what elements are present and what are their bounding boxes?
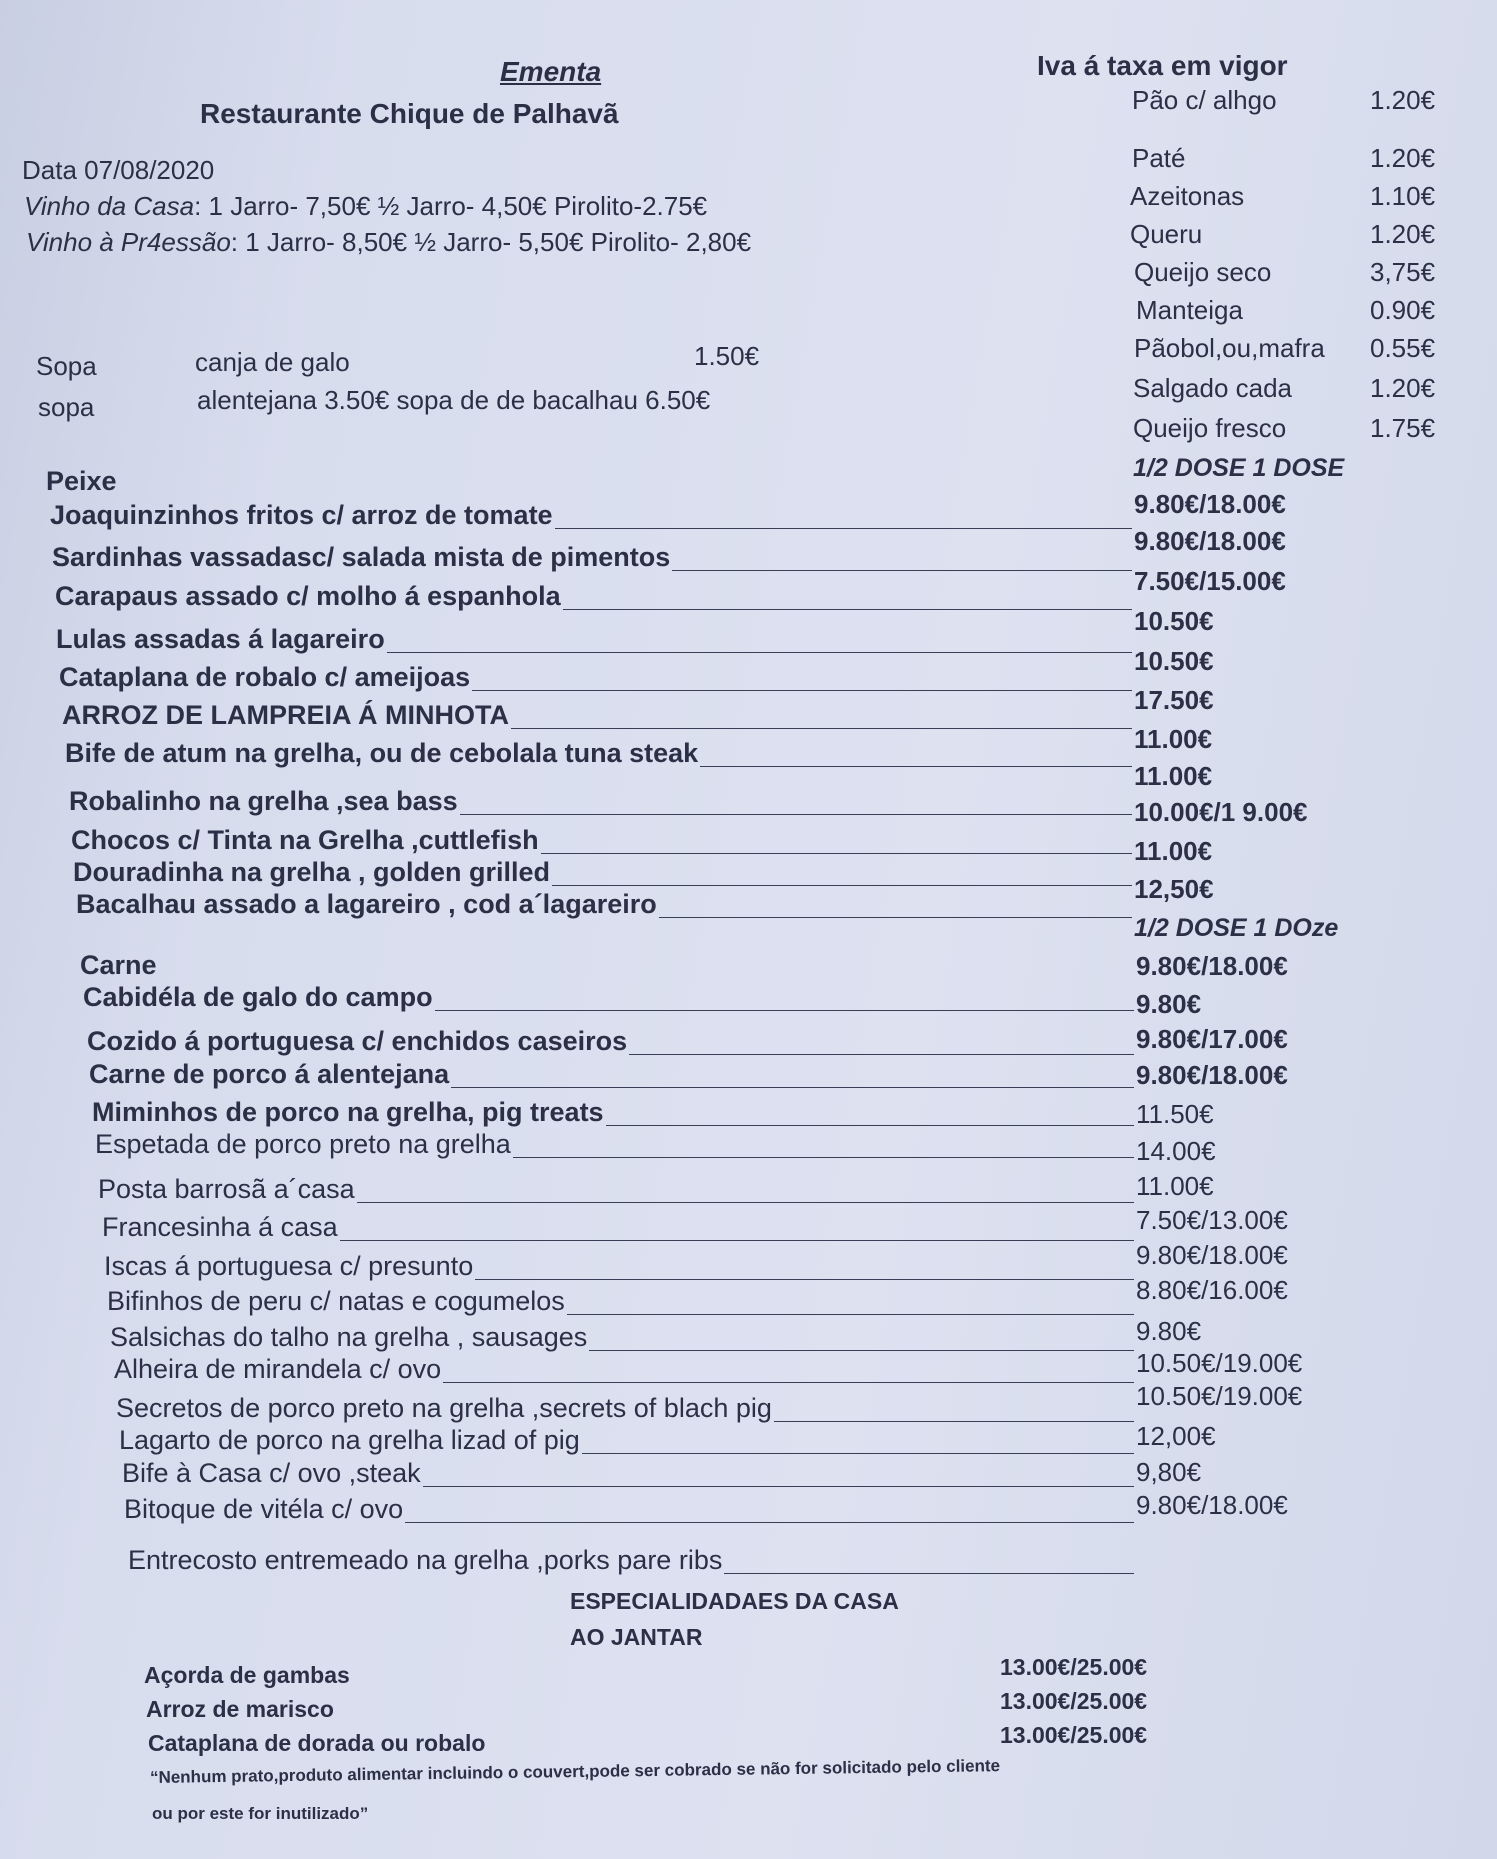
menu-item-price: 12,50€ [1134,874,1214,904]
couvert-item-price: 0.55€ [1370,333,1436,363]
menu-item-name: Salsichas do talho na grelha , sausages [110,1322,588,1352]
menu-item-price: 12,00€ [1136,1421,1216,1451]
disclaimer-line-1: “Nenhum prato,produto alimentar incluindo o couvert,pode ser cobrado se não for solicitado pelo cliente [149,1756,1001,1787]
menu-item-price: 11.00€ [1134,761,1213,791]
menu-item-row [104,1252,1134,1282]
menu-item-price: 10.50€ [1134,646,1214,676]
menu-item-row [76,890,1132,920]
menu-item-row [71,826,1132,856]
meat-dose-header: 1/2 DOSE 1 DOze [1134,914,1339,942]
menu-item-name: Iscas á portuguesa c/ presunto [104,1251,474,1281]
leader-line [475,1279,1134,1280]
menu-item-row [102,1213,1134,1243]
leader-line [659,917,1132,918]
menu-item-price: 10.50€/19.00€ [1136,1381,1303,1411]
menu-title: Ementa [500,56,602,87]
menu-item-row [92,1098,1134,1128]
leader-line [541,853,1132,854]
leader-line [724,1573,1134,1574]
menu-item-name: Cataplana de robalo c/ ameijoas [59,662,471,692]
couvert-item-name: Azeitonas [1130,181,1245,211]
draft-wine-label: Vinho à Pr4essão [26,227,231,257]
menu-item-name: Joaquinzinhos fritos c/ arroz de tomate [50,500,553,530]
house-wine-label: Vinho da Casa [24,191,195,221]
menu-item-name: Lulas assadas á lagareiro [56,624,385,654]
soup-name-1: canja de galo [195,347,350,377]
disclaimer-line-2: ou por este for inutilizado” [152,1804,369,1823]
leader-line [387,652,1132,653]
menu-item-name: Bife à Casa c/ ovo ,steak [122,1458,421,1488]
leader-line [555,528,1132,529]
menu-item-price: 9.80€/18.00€ [1134,489,1286,519]
menu-item-row [128,1546,1134,1576]
specials-subheading: AO JANTAR [570,1624,703,1650]
menu-item-name: Carapaus assado c/ molho á espanhola [55,581,561,611]
menu-item-row [73,858,1132,888]
menu-item-price: 9.80€/18.00€ [1136,951,1288,981]
menu-item-name: ARROZ DE LAMPREIA Á MINHOTA [62,700,509,730]
menu-item-row [62,701,1132,731]
menu-item-row [65,739,1132,769]
menu-item-name: Carne de porco á alentejana [89,1059,450,1089]
menu-item-price: 11.00€ [1134,836,1213,866]
menu-item-row [107,1287,1134,1317]
menu-item-name: Cabidéla de galo do campo [83,982,433,1012]
leader-line [774,1421,1134,1422]
menu-item-name: Alheira de mirandela c/ ovo [114,1354,442,1384]
menu-item-row [119,1426,1134,1456]
menu-date: Data 07/08/2020 [22,155,215,185]
draft-wine-line [26,228,751,258]
leader-line [451,1087,1134,1088]
menu-item-row [114,1355,1134,1385]
leader-line [672,570,1132,571]
leader-line [435,1010,1134,1011]
menu-item-row [59,663,1132,693]
menu-item-row [89,1060,1134,1090]
menu-item-name: Lagarto de porco na grelha lizad of pig [119,1425,580,1455]
leader-line [472,690,1132,691]
leader-line [582,1453,1134,1454]
special-item-name: Açorda de gambas [144,1662,350,1688]
soup-label-2: sopa [38,392,95,422]
couvert-item-name: Salgado cada [1133,373,1293,403]
menu-item-row [122,1459,1134,1489]
menu-item-price: 11.00€ [1134,724,1213,754]
leader-line [357,1202,1134,1203]
menu-item-name: Douradinha na grelha , golden grilled [73,857,551,887]
menu-item-name: Chocos c/ Tinta na Grelha ,cuttlefish [71,825,539,855]
house-wine-prices: : 1 Jarro- 7,50€ ½ Jarro- 4,50€ Pirolito-2.75€ [194,191,708,221]
leader-line [460,814,1132,815]
couvert-item-price: 1.20€ [1370,85,1436,115]
menu-item-price: 17.50€ [1134,685,1214,715]
menu-item-price: 14.00€ [1136,1136,1216,1166]
house-wine-line [24,192,707,222]
menu-item-price: 11.00€ [1136,1171,1214,1201]
menu-item-name: Miminhos de porco na grelha, pig treats [92,1097,604,1127]
menu-item-row [55,582,1132,612]
couvert-item-name: Queijo fresco [1133,413,1287,443]
soup-label-1: Sopa [36,351,97,381]
leader-line [511,728,1132,729]
couvert-item-name: Manteiga [1136,295,1243,325]
menu-item-price: 8.80€/16.00€ [1136,1275,1288,1305]
leader-line [443,1382,1134,1383]
menu-item-name: Bacalhau assado a lagareiro , cod a´lagareiro [76,889,657,919]
menu-item-price: 11.50€ [1136,1099,1214,1129]
menu-item-row [110,1323,1134,1353]
special-item-price: 13.00€/25.00€ [1000,1688,1148,1714]
menu-item-row [124,1495,1134,1525]
couvert-item-name: Paté [1132,143,1186,173]
menu-item-name: Bife de atum na grelha, ou de cebolala tuna steak [65,738,699,768]
menu-item-name: Entrecosto entremeado na grelha ,porks pare ribs [128,1545,723,1575]
leader-line [700,766,1132,767]
menu-item-price: 9.80€ [1136,1316,1202,1346]
specials-heading: ESPECIALIDADAES DA CASA [570,1588,899,1614]
menu-item-price: 10.50€/19.00€ [1136,1348,1303,1378]
menu-item-name: Robalinho na grelha ,sea bass [69,786,458,816]
menu-item-price: 9.80€/18.00€ [1136,1060,1288,1090]
couvert-item-price: 1.10€ [1370,181,1436,211]
soup-line-2: alentejana 3.50€ sopa de de bacalhau 6.50€ [197,385,711,415]
menu-item-price: 9.80€/18.00€ [1136,1490,1288,1520]
menu-item-row [95,1130,1134,1160]
special-item-price: 13.00€/25.00€ [1000,1654,1148,1680]
couvert-item-price: 1.20€ [1370,373,1436,403]
draft-wine-prices: : 1 Jarro- 8,50€ ½ Jarro- 5,50€ Pirolito- 2,80€ [230,227,752,257]
menu-item-price: 7.50€/13.00€ [1136,1205,1288,1235]
special-item-name: Cataplana de dorada ou robalo [148,1730,486,1756]
special-item-price: 13.00€/25.00€ [1000,1722,1148,1748]
menu-item-row [52,543,1132,573]
menu-item-name: Espetada de porco preto na grelha [95,1129,511,1159]
menu-item-name: Sardinhas vassadasc/ salada mista de pimentos [52,542,671,572]
vat-note: Iva á taxa em vigor [1037,50,1288,81]
menu-item-price: 9.80€/18.00€ [1134,526,1286,556]
special-item-name: Arroz de marisco [146,1696,334,1722]
menu-item-price: 10.50€ [1134,606,1214,636]
couvert-item-price: 3,75€ [1370,257,1436,287]
leader-line [567,1314,1134,1315]
restaurant-name: Restaurante Chique de Palhavã [200,98,619,129]
menu-item-name: Bifinhos de peru c/ natas e cogumelos [107,1286,565,1316]
menu-item-name: Bitoque de vitéla c/ ovo [124,1494,404,1524]
leader-line [589,1350,1134,1351]
menu-item-name: Secretos de porco preto na grelha ,secrets of blach pig [116,1393,772,1423]
couvert-item-name: Pão c/ alhgo [1132,85,1277,115]
leader-line [563,609,1132,610]
menu-item-row [50,501,1132,531]
menu-item-price: 10.00€/1 9.00€ [1134,797,1308,827]
menu-item-row [83,983,1134,1013]
fish-heading: Peixe [46,466,117,496]
leader-line [423,1486,1134,1487]
menu-item-price: 9.80€/18.00€ [1136,1240,1288,1270]
fish-dose-header: 1/2 DOSE 1 DOSE [1133,454,1345,482]
menu-item-name: Posta barrosã a´casa [98,1174,355,1204]
couvert-item-price: 0.90€ [1370,295,1436,325]
leader-line [606,1125,1134,1126]
menu-item-name: Francesinha á casa [102,1212,338,1242]
menu-item-price: 9.80€ [1136,989,1202,1019]
menu-item-price: 9.80€/17.00€ [1136,1024,1288,1054]
couvert-item-name: Pãobol,ou,mafra [1134,333,1325,363]
leader-line [513,1157,1134,1158]
couvert-item-price: 1.20€ [1370,143,1436,173]
menu-item-price: 7.50€/15.00€ [1134,566,1286,596]
soup-price-1: 1.50€ [694,341,760,371]
couvert-item-price: 1.20€ [1370,219,1436,249]
menu-item-row [56,625,1132,655]
menu-item-name: Cozido á portuguesa c/ enchidos caseiros [87,1026,628,1056]
couvert-item-price: 1.75€ [1370,413,1436,443]
leader-line [405,1522,1134,1523]
couvert-item-name: Queijo seco [1134,257,1272,287]
menu-item-row [69,787,1132,817]
meat-heading: Carne [80,950,157,980]
menu-item-row [87,1027,1134,1057]
menu-item-row [116,1394,1134,1424]
leader-line [552,885,1132,886]
leader-line [629,1054,1134,1055]
menu-item-row [98,1175,1134,1205]
leader-line [340,1240,1134,1241]
menu-item-price: 9,80€ [1136,1457,1202,1487]
couvert-item-name: Queru [1130,219,1203,249]
